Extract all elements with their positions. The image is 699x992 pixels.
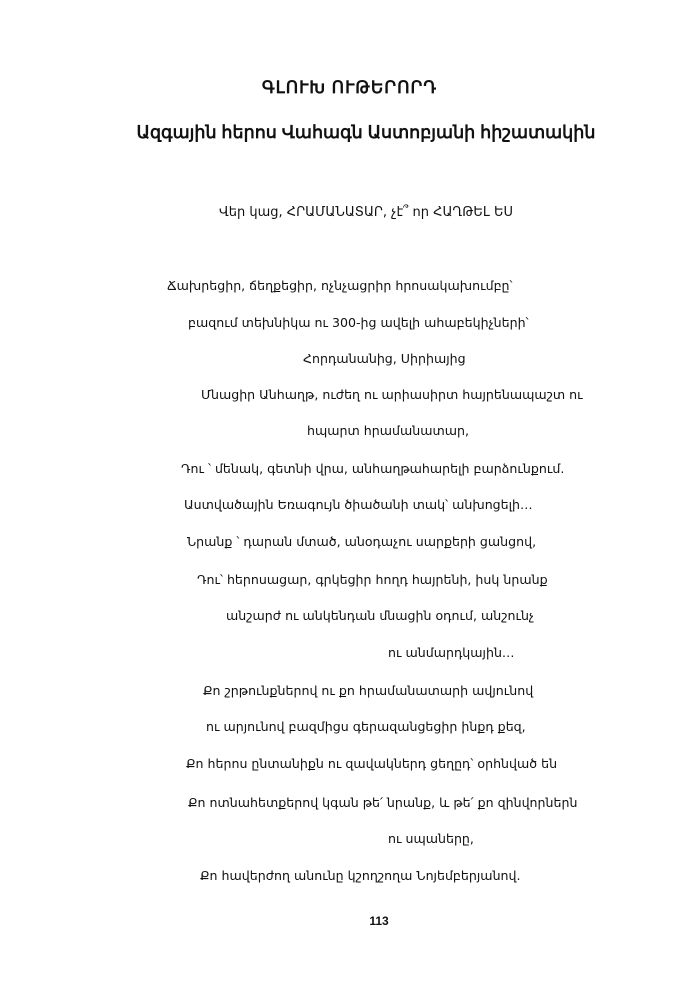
poem-line: անշարժ ու անկենդան մնացին օդում, անշունչ	[226, 608, 535, 623]
poem-line: Ճախրեցիր, ճեղքեցիր, ոչնչացրիր հրոսակախումբը՝	[167, 278, 513, 293]
poem-line: Քո հերոս ընտանիքն ու զավակներդ ցեղըդ՝ օրհնված են	[186, 756, 558, 771]
poem-line: Աստվածային Եռագույն ծիածանի տակ՝ անխոցելի…	[184, 497, 533, 512]
chapter-title: ԳԼՈՒԽ ՈՒԹԵՐՈՐԴ	[261, 78, 438, 97]
poem-line: Դու ՝ մենակ, գետնի վրա, անհաղթահարելի բարձունքում.	[181, 461, 565, 476]
poem-line: Քո ոտնահետքերով կգան թե՛ նրանք, և թե՛ քո զինվորներն	[188, 795, 578, 810]
poem-line: Քո հավերժող անունը կշողշողա Նոյեմբերյանով.	[200, 868, 521, 883]
poem-subtitle: Ազգային հերոս Վահագն Աստոբյանի հիշատակին	[136, 122, 596, 142]
poem-line: Դու՝ հերոսացար, գրկեցիր հողդ հայրենի, իսկ նրանք	[197, 572, 548, 587]
poem-line: ու արյունով բազմիցս գերազանցեցիր ինքդ քեզ,	[206, 719, 526, 734]
poem-line: Մնացիր Անհաղթ, ուժեղ ու արիասիրտ հայրենապաշտ ու	[201, 387, 583, 402]
poem-line: ու սպաները,	[388, 831, 474, 846]
poem-line: բազում տեխնիկա ու 300-ից ավելի ահաբեկիչների՝	[188, 315, 529, 330]
page-number: 113	[369, 914, 389, 928]
poem-line: Նրանք ՝ դարան մտած, անօդաչու սարքերի ցանցով,	[187, 534, 537, 549]
poem-line: Քո շրթունքներով ու քո հրամանատարի ավյունով	[203, 683, 534, 698]
poem-line: ու անմարդկային…	[388, 645, 515, 660]
poem-line: հպարտ հրամանատար,	[307, 423, 470, 438]
poem-heading: Վեր կաց, ՀՐԱՄԱՆԱՏԱՐ, չէ՞ որ ՀԱՂԹԵԼ ԵՍ	[219, 205, 513, 220]
poem-line: Հորդանանից, Սիրիայից	[303, 351, 466, 366]
